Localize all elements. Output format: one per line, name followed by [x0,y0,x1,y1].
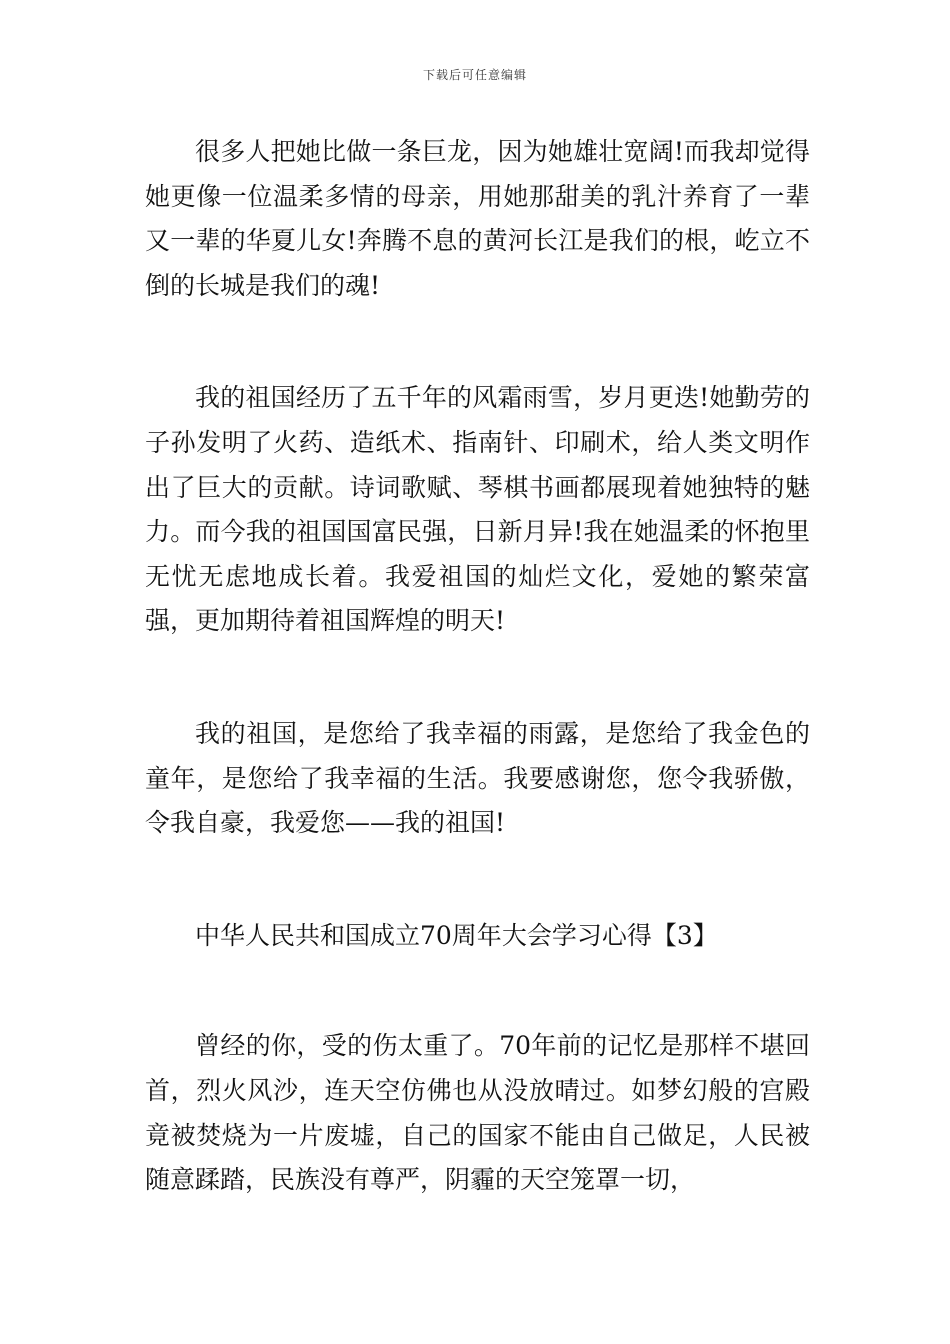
paragraph-2: 我的祖国经历了五千年的风霜雨雪，岁月更迭!她勤劳的子孙发明了火药、造纸术、指南针、印刷术，给人类文明作出了巨大的贡献。诗词歌赋、琴棋书画都展现着她独特的魅力。而今我的祖国国富民强，日新月异!我在她温柔的怀抱里无忧无虑地成长着。我爱祖国的灿烂文化，爱她的繁荣富强，更加期待着祖国辉煌的明天! [145,383,810,636]
paragraph-1: 很多人把她比做一条巨龙，因为她雄壮宽阔!而我却觉得她更像一位温柔多情的母亲，用她那甜美的乳汁养育了一辈又一辈的华夏儿女!奔腾不息的黄河长江是我们的根，屹立不倒的长城是我们的魂! [145,137,810,300]
header-note: 下载后可任意编辑 [422,68,527,82]
paragraph-4: 曾经的你，受的伤太重了。70年前的记忆是那样不堪回首，烈火风沙，连天空仿佛也从没放晴过。如梦幻般的宫殿竟被焚烧为一片废墟，自己的国家不能由自己做足，人民被随意蹂踏，民族没有尊严，阴霾的天空笼罩一切， [145,1031,810,1195]
document-body [145,130,810,1271]
paragraph-3: 我的祖国，是您给了我幸福的雨露，是您给了我金色的童年，是您给了我幸福的生活。我要感谢您，您令我骄傲，令我自豪，我爱您——我的祖国! [145,718,810,838]
section-heading: 中华人民共和国成立70周年大会学习心得【3】 [195,920,718,950]
